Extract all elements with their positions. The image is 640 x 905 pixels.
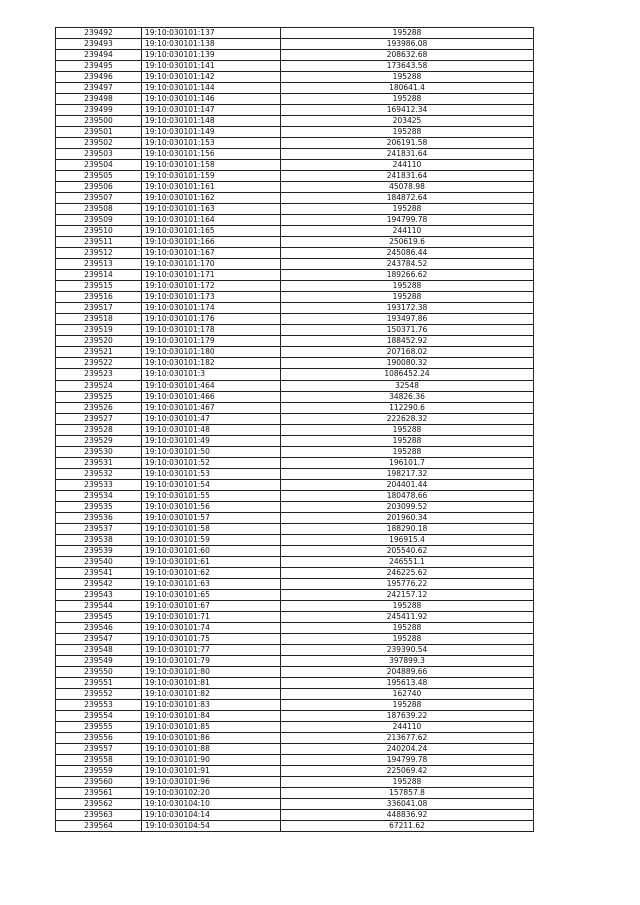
cadastral-number-cell: 19:10:030104:54 <box>142 821 281 832</box>
row-number-cell: 239533 <box>56 479 142 490</box>
table-row <box>56 501 534 512</box>
cadastral-number-cell: 19:10:030101:86 <box>142 733 281 744</box>
row-number-cell: 239504 <box>56 160 142 171</box>
value-cell: 448836.92 <box>281 810 534 821</box>
value-cell: 241831.64 <box>281 171 534 182</box>
table-row <box>56 457 534 468</box>
value-cell: 239390.54 <box>281 644 534 655</box>
row-number-cell: 239517 <box>56 303 142 314</box>
row-number-cell: 239544 <box>56 600 142 611</box>
table-row <box>56 545 534 556</box>
value-cell: 188452.92 <box>281 336 534 347</box>
value-cell: 250619.6 <box>281 237 534 248</box>
cadastral-number-cell: 19:10:030101:49 <box>142 435 281 446</box>
cadastral-number-cell: 19:10:030101:81 <box>142 677 281 688</box>
table-row <box>56 523 534 534</box>
row-number-cell: 239564 <box>56 821 142 832</box>
cadastral-number-cell: 19:10:030101:144 <box>142 83 281 94</box>
table-row <box>56 248 534 259</box>
value-cell: 208632.68 <box>281 50 534 61</box>
cadastral-number-cell: 19:10:030102:20 <box>142 788 281 799</box>
table-row <box>56 490 534 501</box>
table-row <box>56 160 534 171</box>
value-cell: 157857.8 <box>281 788 534 799</box>
cadastral-number-cell: 19:10:030101:74 <box>142 622 281 633</box>
row-number-cell: 239501 <box>56 127 142 138</box>
value-cell: 244110 <box>281 721 534 732</box>
cadastral-number-cell: 19:10:030101:165 <box>142 226 281 237</box>
row-number-cell: 239513 <box>56 259 142 270</box>
table-row <box>56 193 534 204</box>
cadastral-number-cell: 19:10:030101:79 <box>142 655 281 666</box>
value-cell: 112290.6 <box>281 402 534 413</box>
cadastral-number-cell: 19:10:030101:63 <box>142 578 281 589</box>
table-row <box>56 105 534 116</box>
table-row <box>56 666 534 677</box>
row-number-cell: 239518 <box>56 314 142 325</box>
row-number-cell: 239562 <box>56 799 142 810</box>
cadastral-number-cell: 19:10:030101:3 <box>142 369 281 380</box>
row-number-cell: 239542 <box>56 578 142 589</box>
row-number-cell: 239526 <box>56 402 142 413</box>
table-row <box>56 777 534 788</box>
row-number-cell: 239498 <box>56 94 142 105</box>
cadastral-number-cell: 19:10:030101:180 <box>142 347 281 358</box>
table-row <box>56 281 534 292</box>
cadastral-number-cell: 19:10:030101:80 <box>142 666 281 677</box>
table-row <box>56 622 534 633</box>
cadastral-number-cell: 19:10:030101:50 <box>142 446 281 457</box>
row-number-cell: 239524 <box>56 380 142 391</box>
cadastral-number-cell: 19:10:030101:48 <box>142 424 281 435</box>
row-number-cell: 239553 <box>56 699 142 710</box>
value-cell: 244110 <box>281 226 534 237</box>
cadastral-number-cell: 19:10:030101:146 <box>142 94 281 105</box>
value-cell: 195288 <box>281 435 534 446</box>
table-row <box>56 611 534 622</box>
cadastral-number-cell: 19:10:030104:14 <box>142 810 281 821</box>
table-row <box>56 138 534 149</box>
table-row <box>56 589 534 600</box>
table-row <box>56 766 534 777</box>
value-cell: 195288 <box>281 292 534 303</box>
row-number-cell: 239503 <box>56 149 142 160</box>
cadastral-number-cell: 19:10:030101:57 <box>142 512 281 523</box>
table-row <box>56 83 534 94</box>
table-row <box>56 677 534 688</box>
row-number-cell: 239550 <box>56 666 142 677</box>
row-number-cell: 239522 <box>56 358 142 369</box>
table-row <box>56 699 534 710</box>
value-cell: 195288 <box>281 633 534 644</box>
table-row <box>56 688 534 699</box>
value-cell: 193172.38 <box>281 303 534 314</box>
cadastral-number-cell: 19:10:030101:178 <box>142 325 281 336</box>
table-row <box>56 556 534 567</box>
cadastral-number-cell: 19:10:030101:176 <box>142 314 281 325</box>
value-cell: 195288 <box>281 622 534 633</box>
cadastral-number-cell: 19:10:030101:71 <box>142 611 281 622</box>
value-cell: 336041.08 <box>281 799 534 810</box>
cadastral-number-cell: 19:10:030101:172 <box>142 281 281 292</box>
cadastral-number-cell: 19:10:030101:138 <box>142 39 281 50</box>
value-cell: 225069.42 <box>281 766 534 777</box>
row-number-cell: 239509 <box>56 215 142 226</box>
row-number-cell: 239521 <box>56 347 142 358</box>
table-row <box>56 61 534 72</box>
value-cell: 207168.02 <box>281 347 534 358</box>
cadastral-number-cell: 19:10:030101:55 <box>142 490 281 501</box>
cadastral-number-cell: 19:10:030101:137 <box>142 28 281 39</box>
value-cell: 243784.52 <box>281 259 534 270</box>
table-row <box>56 578 534 589</box>
row-number-cell: 239520 <box>56 336 142 347</box>
table-row <box>56 534 534 545</box>
table-row <box>56 468 534 479</box>
cadastral-number-cell: 19:10:030101:56 <box>142 501 281 512</box>
table-row <box>56 413 534 424</box>
table-row <box>56 204 534 215</box>
value-cell: 222628.32 <box>281 413 534 424</box>
row-number-cell: 239510 <box>56 226 142 237</box>
row-number-cell: 239552 <box>56 688 142 699</box>
cadastral-number-cell: 19:10:030101:171 <box>142 270 281 281</box>
table-row <box>56 744 534 755</box>
cadastral-number-cell: 19:10:030101:61 <box>142 556 281 567</box>
value-cell: 162740 <box>281 688 534 699</box>
table-row <box>56 799 534 810</box>
row-number-cell: 239534 <box>56 490 142 501</box>
cadastral-number-cell: 19:10:030101:65 <box>142 589 281 600</box>
cadastral-number-cell: 19:10:030101:82 <box>142 688 281 699</box>
value-cell: 205540.62 <box>281 545 534 556</box>
table-row <box>56 380 534 391</box>
value-cell: 193497.86 <box>281 314 534 325</box>
row-number-cell: 239537 <box>56 523 142 534</box>
value-cell: 45078.98 <box>281 182 534 193</box>
table-row <box>56 402 534 413</box>
value-cell: 169412.34 <box>281 105 534 116</box>
row-number-cell: 239493 <box>56 39 142 50</box>
value-cell: 195288 <box>281 446 534 457</box>
row-number-cell: 239507 <box>56 193 142 204</box>
value-cell: 188290.18 <box>281 523 534 534</box>
table-row <box>56 94 534 105</box>
cadastral-number-cell: 19:10:030101:62 <box>142 567 281 578</box>
value-cell: 34826.36 <box>281 391 534 402</box>
cadastral-number-cell: 19:10:030101:77 <box>142 644 281 655</box>
cadastral-number-cell: 19:10:030101:141 <box>142 61 281 72</box>
table-row <box>56 633 534 644</box>
table-row <box>56 446 534 457</box>
value-cell: 187639.22 <box>281 710 534 721</box>
cadastral-number-cell: 19:10:030101:163 <box>142 204 281 215</box>
cadastral-number-cell: 19:10:030101:166 <box>142 237 281 248</box>
row-number-cell: 239515 <box>56 281 142 292</box>
value-cell: 201960.34 <box>281 512 534 523</box>
row-number-cell: 239560 <box>56 777 142 788</box>
value-cell: 204889.66 <box>281 666 534 677</box>
row-number-cell: 239558 <box>56 755 142 766</box>
cadastral-number-cell: 19:10:030101:58 <box>142 523 281 534</box>
row-number-cell: 239538 <box>56 534 142 545</box>
row-number-cell: 239528 <box>56 424 142 435</box>
row-number-cell: 239495 <box>56 61 142 72</box>
value-cell: 67211.62 <box>281 821 534 832</box>
cadastral-number-cell: 19:10:030101:170 <box>142 259 281 270</box>
table-row <box>56 710 534 721</box>
value-cell: 245411.92 <box>281 611 534 622</box>
table-row <box>56 215 534 226</box>
value-cell: 189266.62 <box>281 270 534 281</box>
row-number-cell: 239525 <box>56 391 142 402</box>
table-row <box>56 567 534 578</box>
value-cell: 195613.48 <box>281 677 534 688</box>
table-row <box>56 336 534 347</box>
cadastral-number-cell: 19:10:030101:173 <box>142 292 281 303</box>
row-number-cell: 239561 <box>56 788 142 799</box>
table-row <box>56 347 534 358</box>
value-cell: 246225.62 <box>281 567 534 578</box>
value-cell: 195288 <box>281 204 534 215</box>
row-number-cell: 239492 <box>56 28 142 39</box>
table-row <box>56 391 534 402</box>
row-number-cell: 239496 <box>56 72 142 83</box>
cadastral-number-cell: 19:10:030104:10 <box>142 799 281 810</box>
row-number-cell: 239548 <box>56 644 142 655</box>
value-cell: 150371.76 <box>281 325 534 336</box>
table-row <box>56 369 534 380</box>
value-cell: 195288 <box>281 699 534 710</box>
value-cell: 195288 <box>281 28 534 39</box>
table-row <box>56 721 534 732</box>
cadastral-number-cell: 19:10:030101:162 <box>142 193 281 204</box>
row-number-cell: 239494 <box>56 50 142 61</box>
table-row <box>56 259 534 270</box>
value-cell: 246551.1 <box>281 556 534 567</box>
value-cell: 180478.66 <box>281 490 534 501</box>
value-cell: 203099.52 <box>281 501 534 512</box>
value-cell: 173643.58 <box>281 61 534 72</box>
row-number-cell: 239505 <box>56 171 142 182</box>
row-number-cell: 239499 <box>56 105 142 116</box>
value-cell: 196915.4 <box>281 534 534 545</box>
row-number-cell: 239530 <box>56 446 142 457</box>
cadastral-number-cell: 19:10:030101:164 <box>142 215 281 226</box>
cadastral-number-cell: 19:10:030101:60 <box>142 545 281 556</box>
value-cell: 245086.44 <box>281 248 534 259</box>
cadastral-number-cell: 19:10:030101:59 <box>142 534 281 545</box>
cadastral-number-cell: 19:10:030101:158 <box>142 160 281 171</box>
row-number-cell: 239541 <box>56 567 142 578</box>
value-cell: 195288 <box>281 777 534 788</box>
cadastral-number-cell: 19:10:030101:83 <box>142 699 281 710</box>
row-number-cell: 239554 <box>56 710 142 721</box>
value-cell: 397899.3 <box>281 655 534 666</box>
value-cell: 195288 <box>281 600 534 611</box>
row-number-cell: 239511 <box>56 237 142 248</box>
cadastral-number-cell: 19:10:030101:96 <box>142 777 281 788</box>
row-number-cell: 239545 <box>56 611 142 622</box>
cadastral-number-cell: 19:10:030101:84 <box>142 710 281 721</box>
table-row <box>56 755 534 766</box>
row-number-cell: 239512 <box>56 248 142 259</box>
row-number-cell: 239506 <box>56 182 142 193</box>
row-number-cell: 239500 <box>56 116 142 127</box>
row-number-cell: 239516 <box>56 292 142 303</box>
cadastral-number-cell: 19:10:030101:161 <box>142 182 281 193</box>
cadastral-number-cell: 19:10:030101:47 <box>142 413 281 424</box>
row-number-cell: 239556 <box>56 733 142 744</box>
table-row <box>56 39 534 50</box>
row-number-cell: 239497 <box>56 83 142 94</box>
value-cell: 195288 <box>281 72 534 83</box>
cadastral-number-cell: 19:10:030101:52 <box>142 457 281 468</box>
table-row <box>56 424 534 435</box>
row-number-cell: 239514 <box>56 270 142 281</box>
value-cell: 190080.32 <box>281 358 534 369</box>
row-number-cell: 239546 <box>56 622 142 633</box>
table-row <box>56 600 534 611</box>
table-row <box>56 292 534 303</box>
cadastral-number-cell: 19:10:030101:147 <box>142 105 281 116</box>
value-cell: 195776.22 <box>281 578 534 589</box>
value-cell: 184872.64 <box>281 193 534 204</box>
row-number-cell: 239557 <box>56 744 142 755</box>
cadastral-number-cell: 19:10:030101:142 <box>142 72 281 83</box>
table-row <box>56 50 534 61</box>
row-number-cell: 239559 <box>56 766 142 777</box>
cadastral-number-cell: 19:10:030101:139 <box>142 50 281 61</box>
cadastral-number-cell: 19:10:030101:159 <box>142 171 281 182</box>
table-row <box>56 655 534 666</box>
table-row <box>56 325 534 336</box>
row-number-cell: 239536 <box>56 512 142 523</box>
row-number-cell: 239551 <box>56 677 142 688</box>
row-number-cell: 239502 <box>56 138 142 149</box>
table-row <box>56 479 534 490</box>
value-cell: 193986.08 <box>281 39 534 50</box>
cadastral-number-cell: 19:10:030101:182 <box>142 358 281 369</box>
value-cell: 244110 <box>281 160 534 171</box>
table-row <box>56 116 534 127</box>
row-number-cell: 239547 <box>56 633 142 644</box>
row-number-cell: 239543 <box>56 589 142 600</box>
value-cell: 242157.12 <box>281 589 534 600</box>
row-number-cell: 239508 <box>56 204 142 215</box>
table-body <box>56 28 534 832</box>
value-cell: 206191.58 <box>281 138 534 149</box>
cadastral-number-cell: 19:10:030101:90 <box>142 755 281 766</box>
table-row <box>56 237 534 248</box>
cadastral-number-cell: 19:10:030101:67 <box>142 600 281 611</box>
table-row <box>56 810 534 821</box>
row-number-cell: 239527 <box>56 413 142 424</box>
value-cell: 203425 <box>281 116 534 127</box>
cadastral-number-cell: 19:10:030101:156 <box>142 149 281 160</box>
row-number-cell: 239519 <box>56 325 142 336</box>
value-cell: 1086452.24 <box>281 369 534 380</box>
value-cell: 32548 <box>281 380 534 391</box>
cadastral-number-cell: 19:10:030101:91 <box>142 766 281 777</box>
value-cell: 195288 <box>281 94 534 105</box>
row-number-cell: 239523 <box>56 369 142 380</box>
table-row <box>56 182 534 193</box>
cadastral-number-cell: 19:10:030101:179 <box>142 336 281 347</box>
cadastral-number-cell: 19:10:030101:75 <box>142 633 281 644</box>
value-cell: 241831.64 <box>281 149 534 160</box>
table-row <box>56 270 534 281</box>
table-row <box>56 821 534 832</box>
row-number-cell: 239531 <box>56 457 142 468</box>
value-cell: 195288 <box>281 281 534 292</box>
data-table <box>55 27 534 832</box>
cadastral-number-cell: 19:10:030101:464 <box>142 380 281 391</box>
value-cell: 196101.7 <box>281 457 534 468</box>
row-number-cell: 239539 <box>56 545 142 556</box>
cadastral-number-cell: 19:10:030101:167 <box>142 248 281 259</box>
value-cell: 194799.78 <box>281 755 534 766</box>
table-row <box>56 644 534 655</box>
table-row <box>56 314 534 325</box>
table-row <box>56 28 534 39</box>
row-number-cell: 239529 <box>56 435 142 446</box>
table-row <box>56 512 534 523</box>
value-cell: 195288 <box>281 127 534 138</box>
table-row <box>56 788 534 799</box>
cadastral-number-cell: 19:10:030101:53 <box>142 468 281 479</box>
table-row <box>56 149 534 160</box>
cadastral-number-cell: 19:10:030101:174 <box>142 303 281 314</box>
row-number-cell: 239532 <box>56 468 142 479</box>
table-row <box>56 127 534 138</box>
value-cell: 204401.44 <box>281 479 534 490</box>
row-number-cell: 239540 <box>56 556 142 567</box>
row-number-cell: 239549 <box>56 655 142 666</box>
row-number-cell: 239535 <box>56 501 142 512</box>
value-cell: 180641.4 <box>281 83 534 94</box>
cadastral-number-cell: 19:10:030101:149 <box>142 127 281 138</box>
table-row <box>56 226 534 237</box>
table-row <box>56 733 534 744</box>
row-number-cell: 239563 <box>56 810 142 821</box>
cadastral-number-cell: 19:10:030101:153 <box>142 138 281 149</box>
row-number-cell: 239555 <box>56 721 142 732</box>
cadastral-number-cell: 19:10:030101:88 <box>142 744 281 755</box>
table-row <box>56 72 534 83</box>
cadastral-number-cell: 19:10:030101:54 <box>142 479 281 490</box>
value-cell: 195288 <box>281 424 534 435</box>
value-cell: 194799.78 <box>281 215 534 226</box>
table-row <box>56 303 534 314</box>
cadastral-number-cell: 19:10:030101:148 <box>142 116 281 127</box>
table-row <box>56 435 534 446</box>
table-row <box>56 171 534 182</box>
value-cell: 198217.32 <box>281 468 534 479</box>
value-cell: 240204.24 <box>281 744 534 755</box>
cadastral-number-cell: 19:10:030101:467 <box>142 402 281 413</box>
value-cell: 213677.62 <box>281 733 534 744</box>
cadastral-number-cell: 19:10:030101:85 <box>142 721 281 732</box>
cadastral-number-cell: 19:10:030101:466 <box>142 391 281 402</box>
table-row <box>56 358 534 369</box>
